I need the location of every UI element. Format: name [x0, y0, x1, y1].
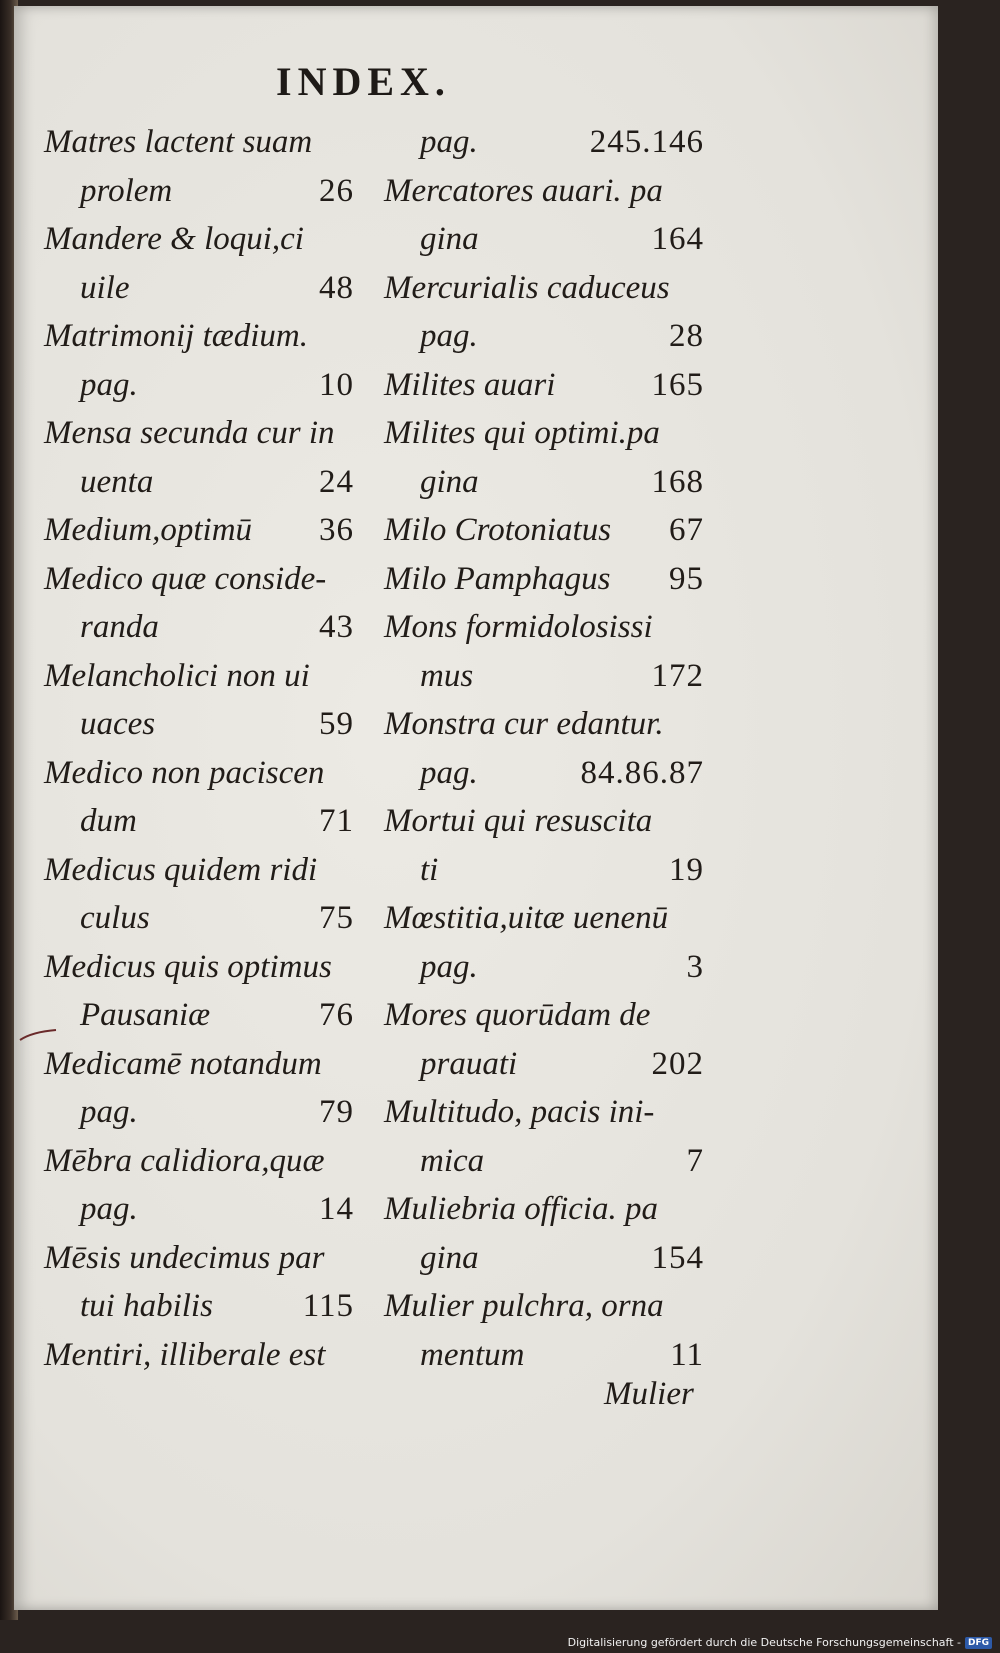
index-entry: [384, 1040, 704, 1089]
entry-text: Matrimonij tædium.: [44, 318, 309, 354]
entry-page-number: 10: [319, 366, 354, 403]
entry-text: gina: [420, 1239, 479, 1276]
index-entry: [384, 312, 704, 361]
index-entry: [384, 506, 704, 555]
entry-page-number: 165: [651, 366, 704, 403]
entry-text: Mercurialis caduceus: [384, 269, 670, 306]
entry-text: Milo Crotoniatus: [384, 512, 612, 548]
entry-text: randa: [80, 609, 159, 645]
entry-page-number: 245.146: [589, 124, 704, 160]
entry-page-number: 48: [319, 269, 354, 306]
entry-text: Mensa secunda cur in: [44, 415, 335, 451]
entry-text: Medico non paciscen: [44, 754, 325, 791]
entry-page-number: 202: [651, 1045, 704, 1082]
entry-text: gina: [420, 221, 479, 257]
index-entry: [384, 749, 704, 798]
entry-text: gina: [420, 463, 479, 500]
entry-page-number: 43: [319, 609, 354, 645]
entry-text: Medico quæ conside-: [44, 560, 327, 597]
entry-text: uenta: [80, 463, 154, 500]
index-entry: [44, 991, 354, 1040]
entry-text: Mœstitia,uitæ uenenū: [384, 900, 669, 936]
entry-text: Mentiri, illiberale est: [44, 1336, 326, 1373]
index-entry: [44, 1088, 354, 1137]
index-entry: [44, 118, 354, 167]
index-entry: [44, 1234, 354, 1283]
entry-page-number: 154: [651, 1239, 704, 1276]
entry-text: Monstra cur edantur.: [384, 706, 664, 742]
entry-text: Muliebria officia. pa: [384, 1191, 659, 1227]
entry-text: mus: [420, 657, 474, 694]
index-entry: [384, 652, 704, 701]
index-entry: [44, 1185, 354, 1234]
index-entry: [44, 749, 354, 798]
entry-page-number: 76: [319, 997, 354, 1033]
entry-text: dum: [80, 803, 137, 839]
entry-page-number: 79: [319, 1094, 354, 1130]
entry-text: Medicus quidem ridi: [44, 851, 318, 888]
entry-text: pag.: [80, 1191, 138, 1227]
entry-page-number: 71: [319, 803, 354, 839]
index-entry: [384, 458, 704, 507]
entry-text: Mores quorūdam de: [384, 997, 651, 1033]
index-entry: [384, 167, 704, 216]
entry-text: Pausaniæ: [80, 997, 211, 1033]
index-entry: [384, 215, 704, 264]
entry-text: Milites auari: [384, 366, 556, 403]
index-entry: [44, 167, 354, 216]
entry-text: Mēbra calidiora,quæ: [44, 1142, 325, 1179]
index-entry: [384, 894, 704, 943]
entry-text: mentum: [420, 1336, 525, 1373]
entry-text: Mēsis undecimus par: [44, 1239, 325, 1276]
entry-page-number: 3: [686, 948, 704, 985]
index-entry: [44, 555, 354, 604]
footer: [568, 1636, 992, 1649]
index-entry: [384, 1088, 704, 1137]
entry-page-number: 26: [319, 172, 354, 209]
entry-text: uaces: [80, 706, 156, 742]
entry-text: Medicus quis optimus: [44, 948, 332, 985]
index-entry: [384, 409, 704, 458]
entry-page-number: 115: [302, 1288, 354, 1324]
entry-page-number: 28: [669, 318, 704, 354]
catchword: Mulier: [604, 1376, 694, 1412]
entry-text: Mortui qui resuscita: [384, 803, 653, 839]
index-entry: [44, 797, 354, 846]
entry-text: Matres lactent suam: [44, 124, 313, 160]
entry-page-number: 36: [319, 512, 354, 548]
index-entry: [384, 1331, 704, 1380]
index-entry: [44, 361, 354, 410]
entry-text: uile: [80, 269, 130, 306]
index-entry: [44, 894, 354, 943]
entry-page-number: 95: [669, 560, 704, 597]
index-entry: [44, 1282, 354, 1331]
index-entry: [44, 700, 354, 749]
entry-text: Multitudo, pacis ini-: [384, 1094, 655, 1130]
entry-text: Mercatores auari. pa: [384, 172, 663, 209]
entry-page-number: 14: [319, 1191, 354, 1227]
entry-text: Milites qui optimi.pa: [384, 415, 660, 451]
entry-text: pag.: [420, 754, 478, 791]
index-entry: [44, 458, 354, 507]
index-entry: [384, 1282, 704, 1331]
entry-text: pag.: [420, 318, 478, 354]
entry-text: prolem: [80, 172, 173, 209]
entry-text: Milo Pamphagus: [384, 560, 611, 597]
index-entry: [384, 1137, 704, 1186]
index-entry: [384, 118, 704, 167]
entry-text: pag.: [80, 366, 138, 403]
entry-text: Melancholici non ui: [44, 657, 310, 694]
index-entry: [384, 555, 704, 604]
entry-text: Medium,optimū: [44, 512, 253, 548]
entry-page-number: 7: [686, 1142, 704, 1179]
entry-text: ti: [420, 851, 439, 888]
entry-page-number: 84.86.87: [580, 754, 704, 791]
ink-mark: [18, 1028, 58, 1042]
entry-text: mica: [420, 1142, 485, 1179]
index-entry: [384, 797, 704, 846]
entry-page-number: 24: [319, 463, 354, 500]
entry-text: pag.: [420, 124, 478, 160]
index-entry: [384, 361, 704, 410]
entry-page-number: 11: [670, 1336, 704, 1373]
book-page: [14, 6, 938, 1610]
index-entry: [44, 1040, 354, 1089]
entry-text: Mulier pulchra, orna: [384, 1288, 664, 1324]
index-entry: [44, 1137, 354, 1186]
entry-text: pag.: [80, 1094, 138, 1130]
entry-text: prauati: [420, 1045, 518, 1082]
index-entry: [384, 1185, 704, 1234]
index-entry: [44, 603, 354, 652]
entry-text: Medicamē notandum: [44, 1045, 322, 1082]
index-entry: [384, 603, 704, 652]
entry-text: culus: [80, 900, 150, 936]
index-entry: [384, 943, 704, 992]
index-entry: [44, 312, 354, 361]
dfg-logo: DFG: [965, 1637, 992, 1649]
index-entry: [44, 943, 354, 992]
index-entry: [44, 215, 354, 264]
index-column-left: [44, 118, 354, 1379]
index-entry: [44, 409, 354, 458]
entry-text: pag.: [420, 948, 478, 985]
index-entry: [44, 264, 354, 313]
index-entry: [44, 846, 354, 895]
index-entry: [384, 700, 704, 749]
index-entry: [44, 1331, 354, 1380]
index-entry: [384, 264, 704, 313]
footer-text: Digitalisierung gefördert durch die Deutsche Forschungsgemeinschaft -: [567, 1636, 961, 1649]
index-entry: [384, 846, 704, 895]
entry-page-number: 168: [651, 463, 704, 500]
index-entry: [44, 652, 354, 701]
entry-page-number: 75: [319, 900, 354, 936]
index-column-right: [384, 118, 704, 1379]
page-title: INDEX.: [276, 59, 451, 104]
entry-page-number: 172: [651, 657, 704, 694]
entry-page-number: 164: [651, 221, 704, 257]
entry-page-number: 19: [669, 851, 704, 888]
entry-page-number: 59: [319, 706, 354, 742]
index-entry: [44, 506, 354, 555]
entry-text: tui habilis: [80, 1288, 213, 1324]
entry-text: Mons formidolosissi: [384, 609, 653, 645]
entry-page-number: 67: [669, 512, 704, 548]
index-entry: [384, 991, 704, 1040]
entry-text: Mandere & loqui,ci: [44, 221, 304, 257]
index-entry: [384, 1234, 704, 1283]
